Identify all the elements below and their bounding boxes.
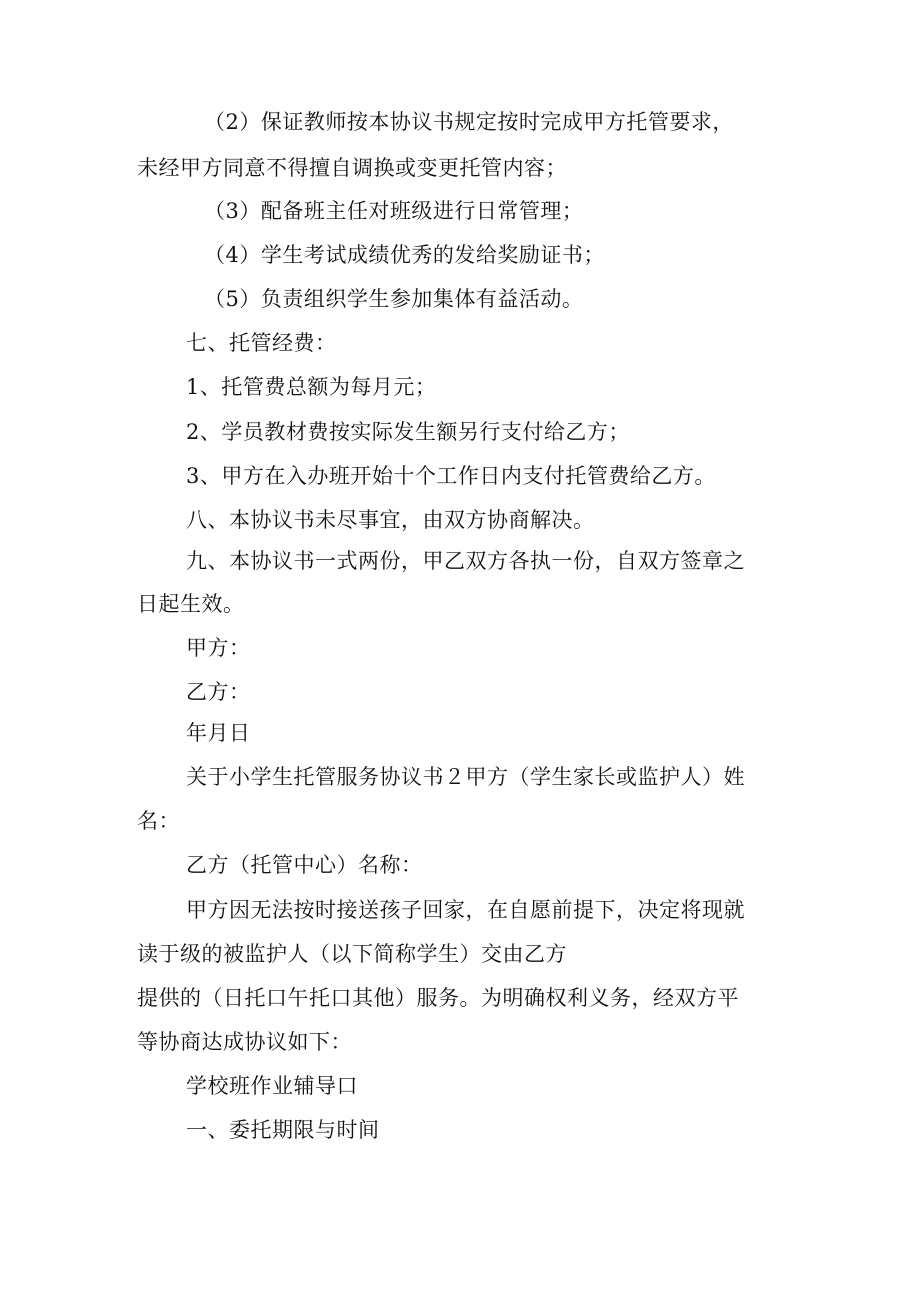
- intro-line-2: 读于级的被监护人（以下简称学生）交由乙方: [137, 942, 567, 966]
- section-7-heading: 七、托管经费：: [186, 331, 337, 355]
- party-b-name-label: 乙方（托管中心）名称：: [186, 853, 423, 877]
- clause-6-item-4: （4）学生考试成绩优秀的发给奖励证书；: [204, 243, 605, 267]
- clause-6-item-2-line-2: 未经甲方同意不得擅自调换或变更托管内容；: [137, 156, 567, 180]
- clause-6-item-5: （5）负责组织学生参加集体有益活动。: [204, 287, 584, 311]
- date-label: 年月日: [186, 721, 251, 745]
- party-b-signature-label: 乙方：: [186, 680, 251, 704]
- section-8: 八、本协议书未尽事宜，由双方协商解决。: [186, 508, 595, 532]
- agreement-2-title-line-2: 名：: [137, 809, 180, 833]
- agreement-2-title-line-1: 关于小学生托管服务协议书２甲方（学生家长或监护人）姓: [186, 765, 745, 789]
- section-9-line-1: 九、本协议书一式两份，甲乙双方各执一份，自双方签章之: [186, 549, 745, 573]
- party-a-signature-label: 甲方：: [186, 636, 251, 660]
- intro-line-1: 甲方因无法按时接送孩子回家，在自愿前提下，决定将现就: [186, 898, 745, 922]
- clause-6-item-3: （3）配备班主任对班级进行日常管理；: [204, 199, 584, 223]
- intro-line-3: 提供的（日托口午托口其他）服务。为明确权利义务，经双方平: [137, 986, 739, 1010]
- section-9-line-2: 日起生效。: [137, 592, 245, 616]
- fee-item-2: 2、学员教材费按实际发生额另行支付给乙方；: [186, 420, 630, 444]
- homework-tutoring-option: 学校班作业辅导口: [186, 1074, 358, 1098]
- fee-item-3: 3、甲方在入办班开始十个工作日内支付托管费给乙方。: [186, 464, 716, 488]
- intro-line-4: 等协商达成协议如下：: [137, 1030, 352, 1054]
- fee-item-1: 1、托管费总额为每月元；: [186, 375, 437, 399]
- section-1-heading: 一、委托期限与时间: [186, 1118, 380, 1142]
- clause-6-item-2-line-1: （2）保证教师按本协议书规定按时完成甲方托管要求，: [204, 110, 734, 134]
